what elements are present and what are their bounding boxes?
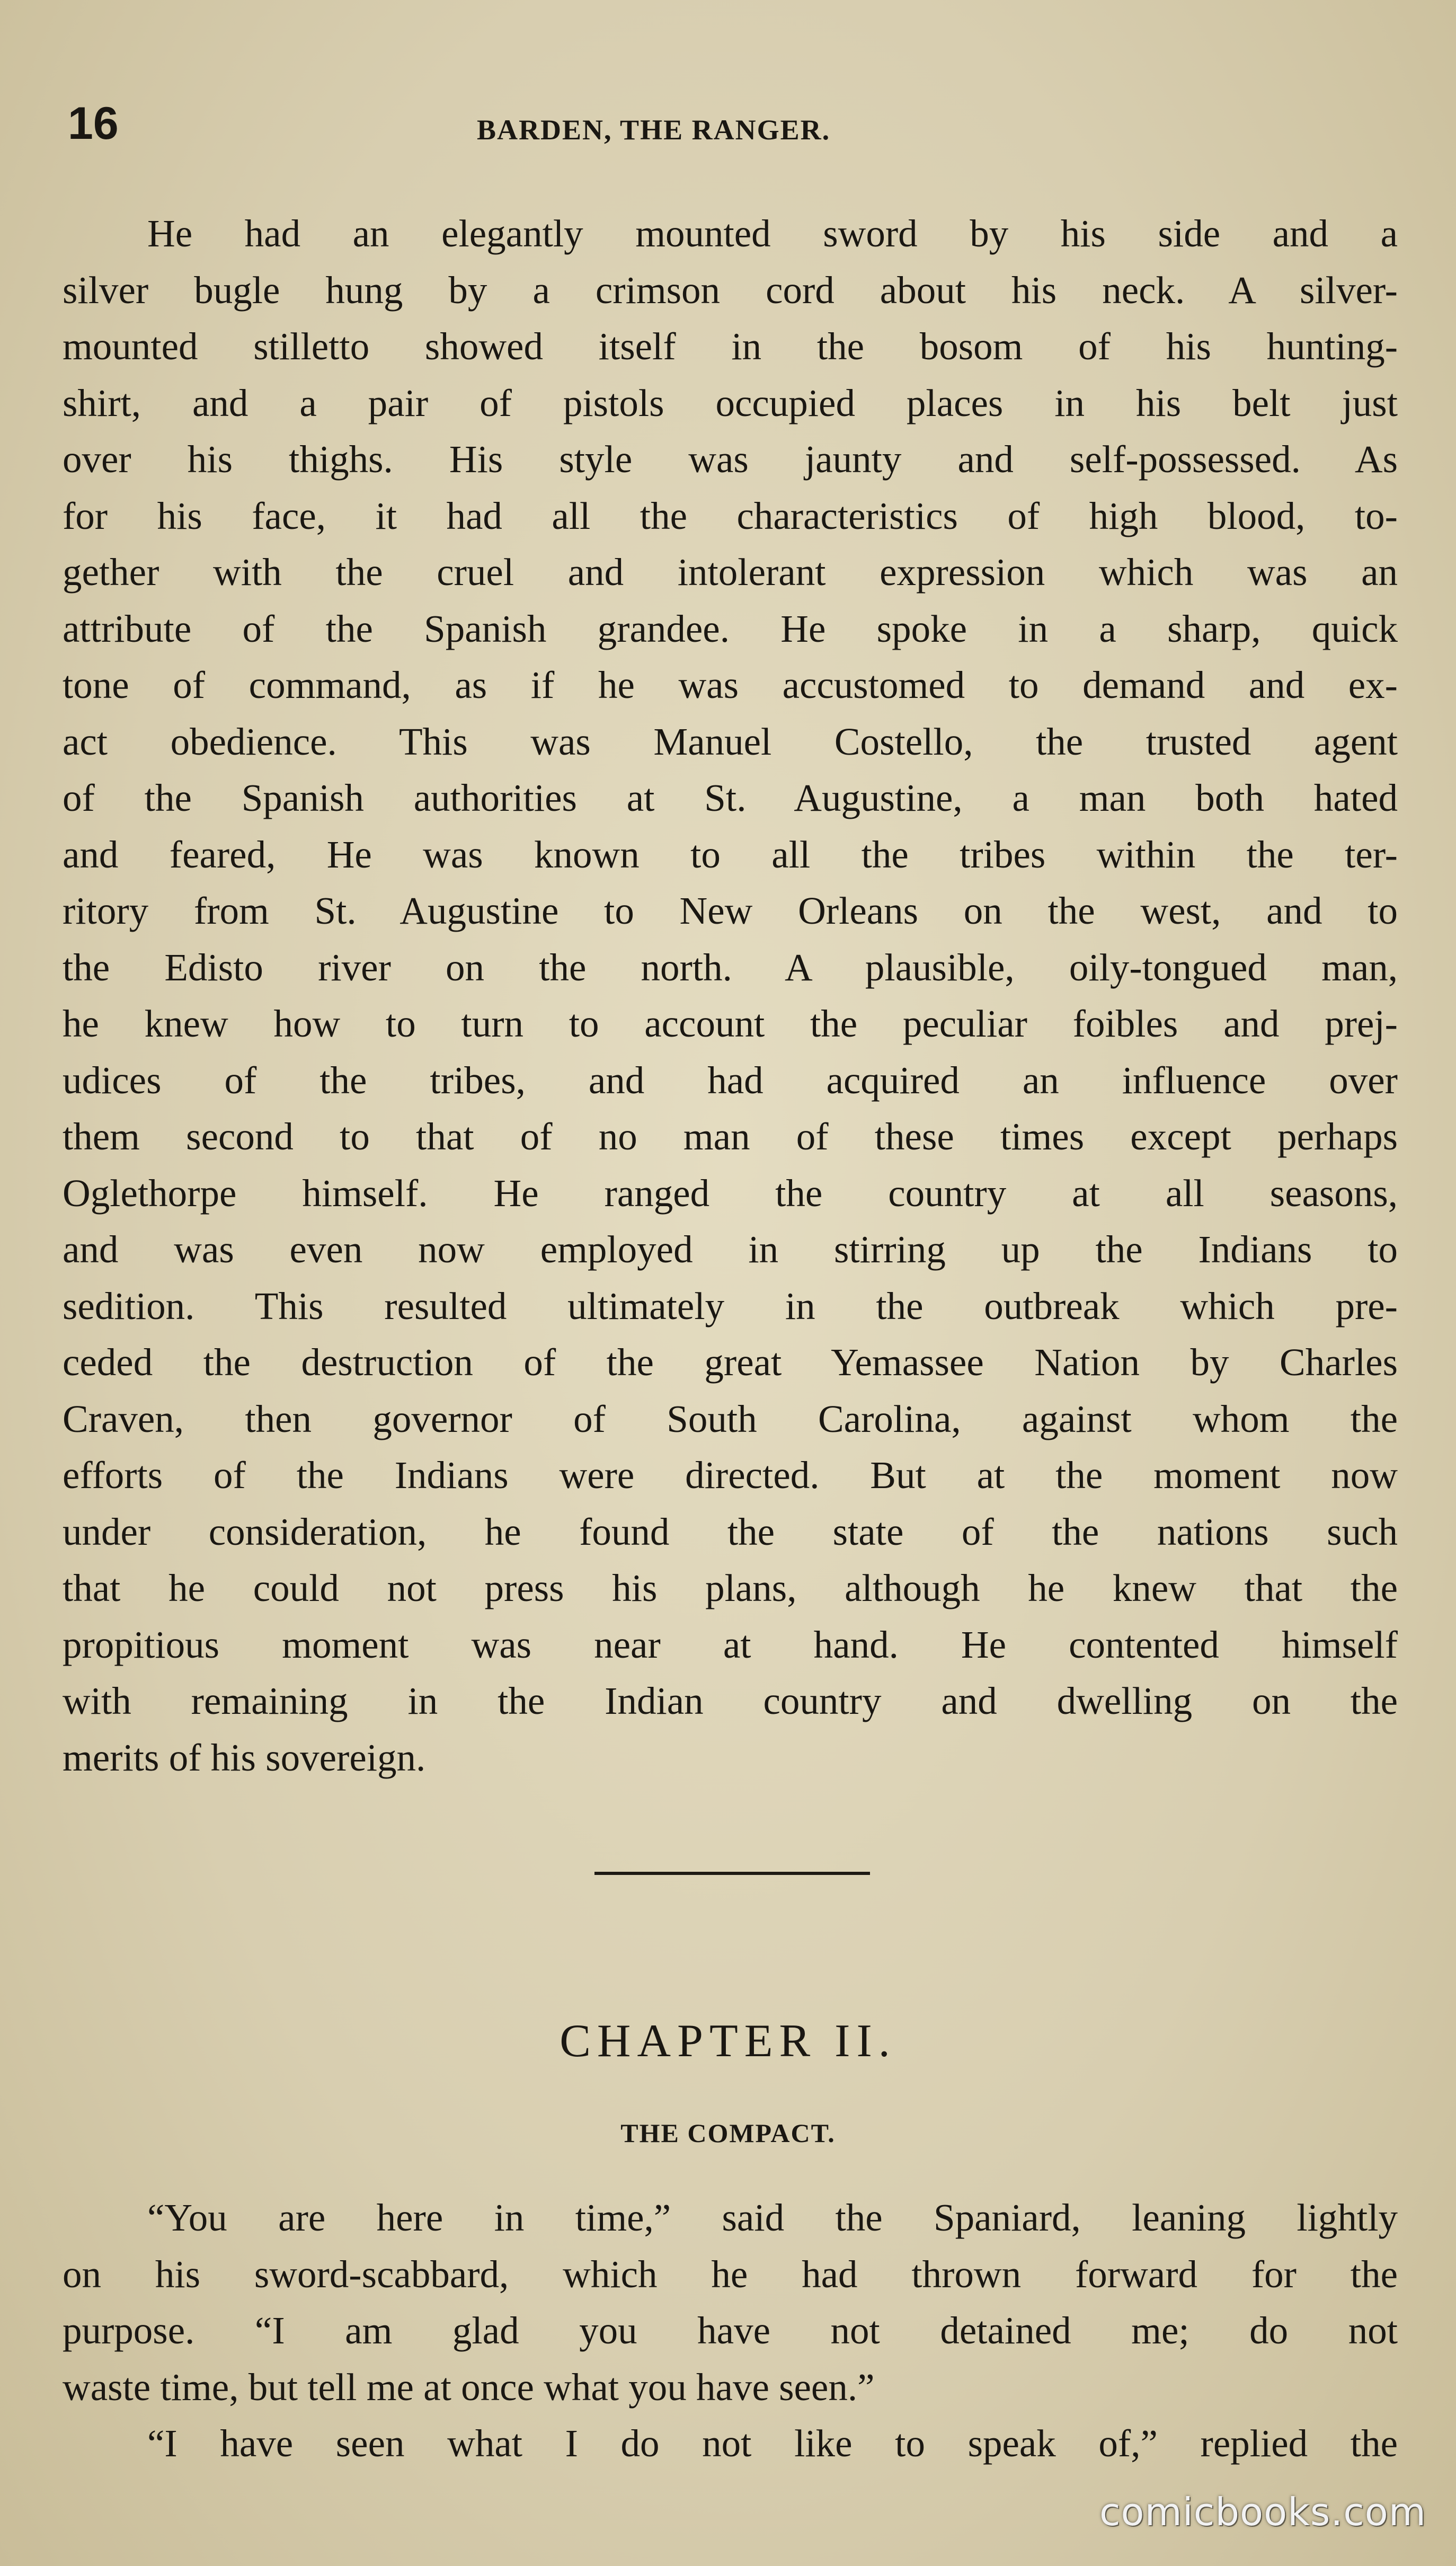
text-line: that he could not press his plans, although he knew that the [63, 1567, 1398, 1609]
chapter-paragraph [63, 2190, 1398, 2472]
text-line: tone of command, as if he was accustomed to demand and ex- [63, 663, 1398, 706]
chapter-subtitle: THE COMPACT. [620, 2118, 836, 2148]
text-line: merits of his sovereign. [63, 1736, 426, 1779]
text-line: sedition. This resulted ultimately in the outbreak which pre- [63, 1284, 1398, 1328]
text-line: over his thighs. His style was jaunty and self-possessed. As [63, 438, 1398, 481]
text-line: the Edisto river on the north. A plausible, oily-tongued man, [63, 945, 1398, 989]
text-line: propitious moment was near at hand. He contented himself [63, 1623, 1398, 1666]
text-line: ritory from St. Augustine to New Orleans on the west, and to [63, 889, 1398, 932]
text-line: silver bugle hung by a crimson cord about his neck. A silver- [63, 268, 1398, 312]
text-line: mounted stilletto showed itself in the bosom of his hunting- [63, 325, 1398, 368]
text-line: with remaining in the Indian country and dwelling on the [63, 1679, 1398, 1722]
text-line: act obedience. This was Manuel Costello, the trusted agent [63, 720, 1398, 763]
text-line: udices of the tribes, and had acquired an influence over [63, 1058, 1398, 1102]
text-line: gether with the cruel and intolerant expression which was an [63, 551, 1398, 594]
text-line: ceded the destruction of the great Yemassee Nation by Charles [63, 1341, 1398, 1384]
page-number: 16 [68, 98, 119, 149]
text-line: “I have seen what I do not like to speak of,” replied the [147, 2422, 1398, 2465]
section-divider [594, 1872, 870, 1875]
watermark: comicbooks.com [1099, 2490, 1426, 2534]
text-line: efforts of the Indians were directed. But at the moment now [63, 1454, 1398, 1497]
text-line: under consideration, he found the state of the nations such [63, 1510, 1398, 1553]
text-line: waste time, but tell me at once what you have seen.” [63, 2365, 875, 2409]
text-line: for his face, it had all the characteristics of high blood, to- [63, 494, 1398, 537]
running-head: BARDEN, THE RANGER. [477, 114, 831, 146]
text-line: on his sword-scabbard, which he had thrown forward for the [63, 2252, 1398, 2296]
text-line: “You are here in time,” said the Spaniard, leaning lightly [147, 2196, 1398, 2239]
text-line: He had an elegantly mounted sword by his side and a [147, 212, 1398, 255]
text-line: attribute of the Spanish grandee. He spoke in a sharp, quick [63, 607, 1398, 650]
text-line: of the Spanish authorities at St. Augustine, a man both hated [63, 776, 1398, 819]
text-line: and was even now employed in stirring up the Indians to [63, 1228, 1398, 1271]
text-line: Oglethorpe himself. He ranged the country at all seasons, [63, 1171, 1398, 1215]
text-line: and feared, He was known to all the tribes within the ter- [63, 833, 1398, 876]
text-line: shirt, and a pair of pistols occupied places in his belt just [63, 381, 1398, 424]
text-line: purpose. “I am glad you have not detained me; do not [63, 2309, 1398, 2352]
text-line: Craven, then governor of South Carolina, against whom the [63, 1397, 1398, 1440]
text-line: them second to that of no man of these times except perhaps [63, 1115, 1398, 1158]
text-line: he knew how to turn to account the peculiar foibles and prej- [63, 1002, 1398, 1045]
body-paragraph [63, 206, 1398, 1786]
chapter-title: CHAPTER II. [560, 2015, 896, 2067]
